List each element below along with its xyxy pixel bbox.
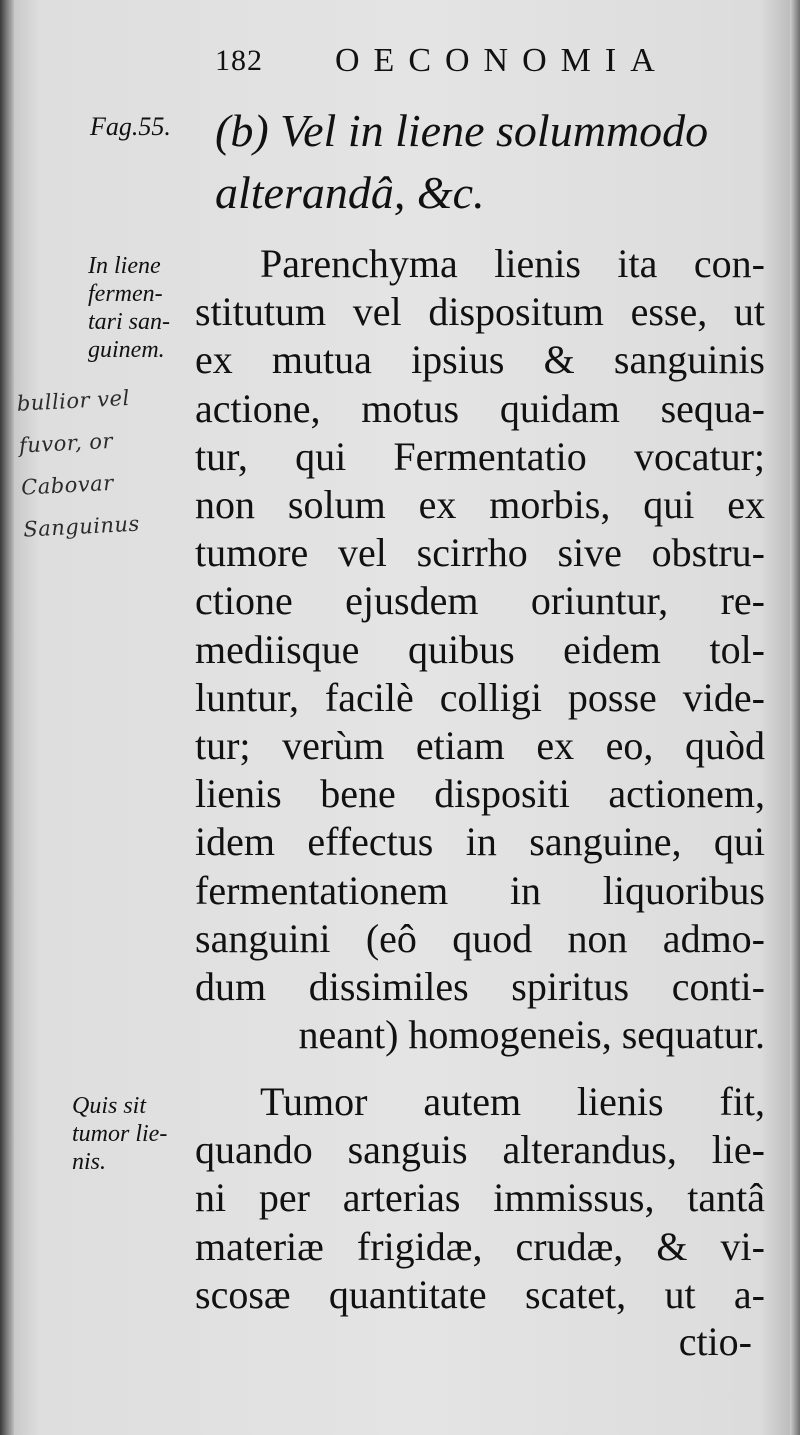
margin-note-2 xyxy=(72,1092,212,1176)
text-line: ctione ejusdem oriuntur, re- xyxy=(195,578,765,624)
text-line: sanguini (eô quod non admo- xyxy=(195,915,765,961)
text-line: actione, motus quidam sequa- xyxy=(195,385,765,431)
text-line: Tumor autem lienis fit, xyxy=(260,1079,765,1124)
margin-note-line: fermen- xyxy=(88,281,163,307)
catchword: ctio- xyxy=(678,1319,752,1364)
margin-note-line: tumor lie- xyxy=(72,1121,168,1147)
margin-note-line: In liene xyxy=(88,253,161,279)
text-line: quando sanguis alterandus, lie- xyxy=(195,1127,765,1173)
paragraph-1 xyxy=(195,240,765,1059)
handwritten-line: Sanguinus xyxy=(22,511,141,542)
text-line: tur; verùm etiam ex eo, quòd xyxy=(195,723,765,769)
margin-note-line: guinem. xyxy=(88,337,165,363)
lemma-line-2: alterandâ, &c. xyxy=(215,167,485,218)
page-gutter-shadow xyxy=(0,0,14,1435)
text-line: luntur, facilè colligi posse vide- xyxy=(195,674,765,720)
text-line: tumore vel scirrho sive obstru- xyxy=(195,530,765,576)
text-line: ex mutua ipsius & sanguinis xyxy=(195,337,765,383)
paragraph-2 xyxy=(195,1078,765,1319)
text-line: Parenchyma lienis ita con- xyxy=(260,241,765,286)
handwritten-line: fuvor, or xyxy=(18,428,114,458)
text-line: mediisque quibus eidem tol- xyxy=(195,626,765,672)
handwritten-line: Cabovar xyxy=(20,470,115,500)
text-line: idem effectus in sanguine, qui xyxy=(195,819,765,865)
text-line: non solum ex morbis, qui ex xyxy=(195,482,765,528)
margin-note-line: Quis sit xyxy=(72,1093,147,1119)
text-line: tur, qui Fermentatio vocatur; xyxy=(195,433,765,479)
page-edge-shadow xyxy=(790,0,800,1435)
lemma-line-1: (b) Vel in liene solummodo xyxy=(215,105,709,156)
margin-note-line: nis. xyxy=(72,1149,107,1175)
text-line: fermentationem in liquoribus xyxy=(195,867,765,913)
lemma-reference: Fag.55. xyxy=(90,112,171,141)
text-line: scosæ quantitate scatet, ut a- xyxy=(195,1271,765,1317)
text-line: stitutum vel dispositum esse, ut xyxy=(195,289,765,335)
text-line: dum dissimiles spiritus conti- xyxy=(195,964,765,1010)
handwritten-line: bullior vel xyxy=(16,385,131,416)
text-line: neant) homogeneis, sequatur. xyxy=(298,1012,765,1058)
text-line: materiæ frigidæ, crudæ, & vi- xyxy=(195,1223,765,1269)
page-number: 182 xyxy=(215,44,263,77)
lemma-heading xyxy=(215,100,775,224)
text-line: lienis bene dispositi actionem, xyxy=(195,771,765,817)
page-header xyxy=(215,40,675,90)
text-line: ni per arterias immissus, tantâ xyxy=(195,1175,765,1221)
running-title: OECONOMIA xyxy=(335,42,669,79)
margin-note-line: tari san- xyxy=(88,309,171,335)
handwritten-annotation xyxy=(16,373,205,550)
